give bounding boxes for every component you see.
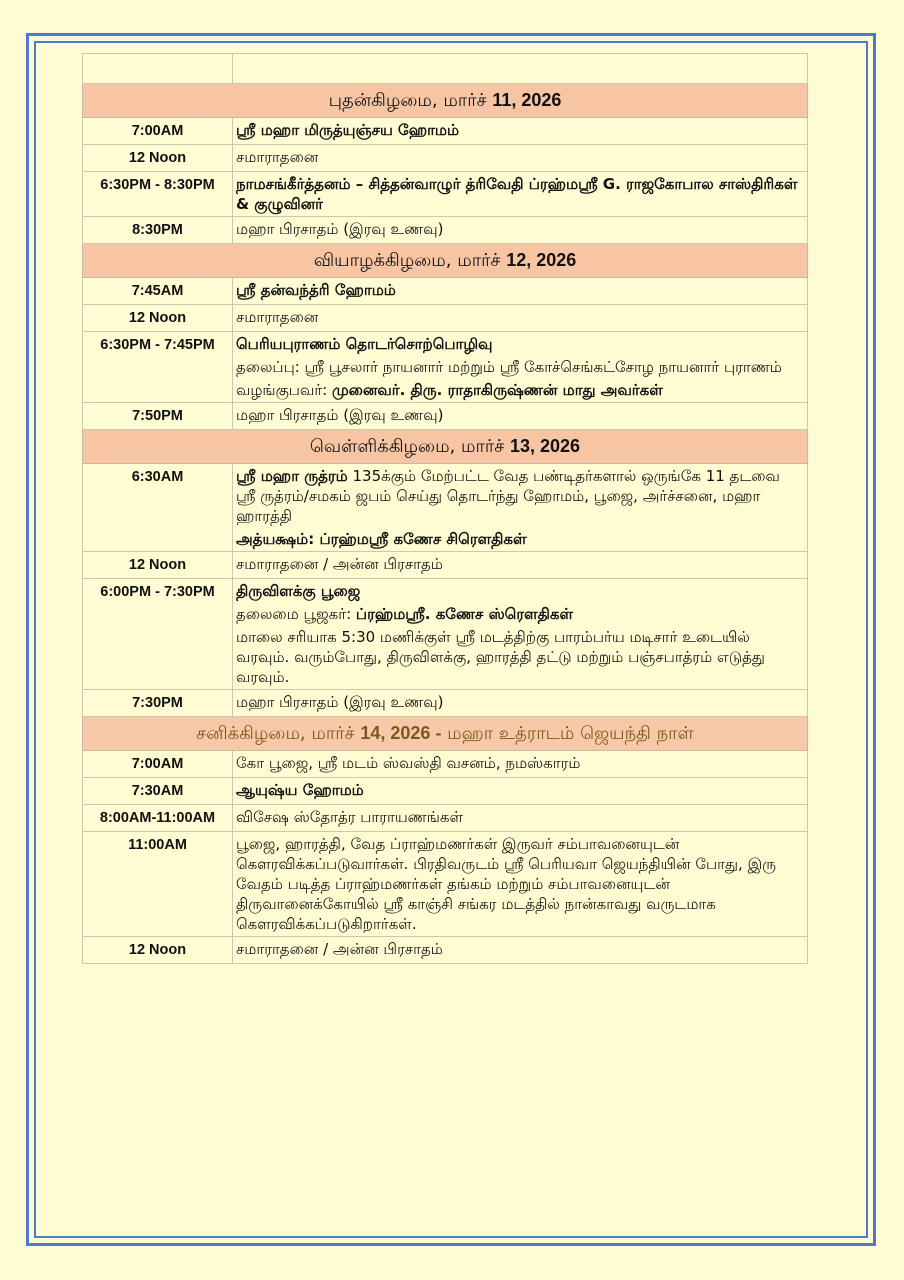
event-row	[83, 332, 808, 403]
event-row	[83, 464, 808, 552]
event-line	[236, 405, 804, 425]
event-row	[83, 805, 808, 832]
event-bold-text: நாமசங்கீர்த்தனம் – சித்தன்வாழுர் த்ரிவேதி ப்ரஹ்மஸ்ரீ G. ராஜகோபால சாஸ்திரிகள் & குழுவினர்	[236, 175, 798, 213]
event-description	[233, 690, 808, 717]
event-line	[236, 753, 804, 773]
event-bold-text: முனைவர். திரு. ராதாகிருஷ்ணன் மாது அவர்கள்	[331, 381, 663, 399]
event-row	[83, 579, 808, 690]
event-row	[83, 552, 808, 579]
day-header-cell	[83, 430, 808, 464]
event-row	[83, 690, 808, 717]
day-date: 13, 2026	[510, 436, 581, 456]
day-header-row	[83, 84, 808, 118]
event-text: மஹா பிரசாதம் (இரவு உணவு)	[236, 406, 444, 424]
event-description	[233, 832, 808, 937]
event-line	[236, 219, 804, 239]
day-header-cell	[83, 84, 808, 118]
day-date: 12, 2026	[506, 250, 577, 270]
event-description	[233, 145, 808, 172]
event-label: வழங்குபவர்:	[236, 381, 332, 399]
event-row	[83, 305, 808, 332]
day-name: புதன்கிழமை, மார்ச்	[328, 90, 487, 111]
event-text: மஹா பிரசாதம் (இரவு உணவு)	[236, 220, 444, 238]
event-description	[233, 579, 808, 690]
event-text: தலைப்பு: ஸ்ரீ பூசலார் நாயனார் மற்றும் ஸ்ரீ கோச்செங்கட்சோழ நாயனார் புராணம்	[236, 358, 782, 376]
event-row	[83, 751, 808, 778]
day-header-cell	[83, 717, 808, 751]
event-row	[83, 937, 808, 964]
event-description	[233, 805, 808, 832]
event-time: 11:00AM	[83, 832, 233, 937]
event-line	[236, 554, 804, 574]
event-line	[236, 120, 804, 140]
event-time: 12 Noon	[83, 305, 233, 332]
day-date: 11, 2026	[492, 90, 562, 110]
empty-header-row	[83, 54, 808, 84]
event-description	[233, 332, 808, 403]
event-line	[236, 280, 804, 300]
event-description	[233, 305, 808, 332]
event-text: சமாராதனை / அன்ன பிரசாதம்	[236, 555, 443, 573]
event-description	[233, 278, 808, 305]
event-line	[236, 604, 804, 624]
event-description	[233, 937, 808, 964]
event-row	[83, 217, 808, 244]
event-line	[236, 466, 804, 526]
empty-cell	[83, 54, 233, 84]
event-bold-text: ஸ்ரீ மஹா மிருத்யுஞ்சய ஹோமம்	[236, 121, 460, 139]
event-line	[236, 627, 804, 687]
event-bold-text: ஸ்ரீ தன்வந்த்ரி ஹோமம்	[236, 281, 396, 299]
event-description	[233, 464, 808, 552]
event-time: 7:30PM	[83, 690, 233, 717]
event-time: 12 Noon	[83, 145, 233, 172]
event-line	[236, 174, 804, 214]
event-line	[236, 147, 804, 167]
event-time: 6:30PM - 7:45PM	[83, 332, 233, 403]
event-text: பூஜை, ஹாரத்தி, வேத ப்ராஹ்மணர்கள் இருவர் சம்பாவனையுடன் கௌரவிக்கப்படுவார்கள். பிரதிவருடம் ஸ்ரீ பெரியவா ஜெயந்தியின் போது, இரு வேதம் படித்த ப்ராஹ்மணர்கள் தங்கம் மற்றும் சம்பாவனையுடன் திருவானைக்கோயில் ஸ்ரீ காஞ்சி சங்கர மடத்தில் நான்காவது வருடமாக கௌரவிக்கப்படுகிறார்கள்.	[236, 835, 777, 933]
day-name: வியாழக்கிழமை, மார்ச்	[313, 250, 501, 271]
event-description	[233, 217, 808, 244]
event-text: மஹா பிரசாதம் (இரவு உணவு)	[236, 693, 444, 711]
event-line	[236, 939, 804, 959]
event-bold-text: ஸ்ரீ மஹா ருத்ரம்	[236, 467, 348, 485]
event-description	[233, 778, 808, 805]
event-text: மாலை சரியாக 5:30 மணிக்குள் ஸ்ரீ மடத்திற்கு பாரம்பர்ய மடிசார் உடையில் வரவும். வரும்போது, திருவிளக்கு, ஹாரத்தி தட்டு மற்றும் பஞ்சபாத்ரம் எடுத்து வரவும்.	[236, 628, 765, 686]
event-bold-text: அத்யக்ஷம்: ப்ரஹ்மஸ்ரீ கணேச சிரௌதிகள்	[236, 530, 527, 548]
event-description	[233, 118, 808, 145]
event-text: சமாராதனை	[236, 148, 319, 166]
event-line	[236, 807, 804, 827]
event-time: 7:00AM	[83, 118, 233, 145]
event-row	[83, 832, 808, 937]
event-description	[233, 403, 808, 430]
event-bold-text: ப்ரஹ்மஸ்ரீ. கணேச ஸ்ரௌதிகள்	[355, 605, 574, 623]
event-row	[83, 778, 808, 805]
event-row	[83, 118, 808, 145]
event-row	[83, 278, 808, 305]
event-line	[236, 780, 804, 800]
event-row	[83, 145, 808, 172]
event-line	[236, 834, 804, 934]
event-time: 7:50PM	[83, 403, 233, 430]
day-name: சனிக்கிழமை, மார்ச்	[196, 723, 355, 744]
day-header-row	[83, 717, 808, 751]
event-time: 12 Noon	[83, 937, 233, 964]
event-line	[236, 307, 804, 327]
event-text: கோ பூஜை, ஸ்ரீ மடம் ஸ்வஸ்தி வசனம், நமஸ்காரம்	[236, 754, 581, 772]
day-date: 14, 2026 -	[360, 723, 442, 743]
event-time: 7:30AM	[83, 778, 233, 805]
event-bold-text: திருவிளக்கு பூஜை	[236, 582, 361, 600]
event-time: 8:00AM-11:00AM	[83, 805, 233, 832]
day-occasion: மஹா உத்ராடம் ஜெயந்தி நாள்	[447, 723, 694, 744]
event-time: 7:45AM	[83, 278, 233, 305]
event-time: 7:00AM	[83, 751, 233, 778]
event-description	[233, 172, 808, 217]
event-time: 6:30AM	[83, 464, 233, 552]
event-time: 8:30PM	[83, 217, 233, 244]
day-header-cell	[83, 244, 808, 278]
day-header-row	[83, 244, 808, 278]
day-header-row	[83, 430, 808, 464]
event-bold-text: பெரியபுராணம் தொடர்சொற்பொழிவு	[236, 335, 493, 353]
event-text: விசேஷ ஸ்தோத்ர பாராயணங்கள்	[236, 808, 464, 826]
event-time: 12 Noon	[83, 552, 233, 579]
event-description	[233, 751, 808, 778]
event-row	[83, 403, 808, 430]
event-line	[236, 334, 804, 354]
event-label: தலைமை பூஜகர்:	[236, 605, 356, 623]
event-row	[83, 172, 808, 217]
schedule-table	[82, 53, 808, 964]
event-description	[233, 552, 808, 579]
event-line	[236, 380, 804, 400]
event-text: சமாராதனை	[236, 308, 319, 326]
event-text: 135க்கும் மேற்பட்ட வேத பண்டிதர்களால் ஒருங்கே 11 தடவை ஸ்ரீ ருத்ரம்/சமகம் ஜபம் செய்து தொடர்ந்து ஹோமம், பூஜை, அர்ச்சனை, மஹா ஹாரத்தி	[236, 467, 780, 525]
event-line	[236, 581, 804, 601]
event-text: சமாராதனை / அன்ன பிரசாதம்	[236, 940, 443, 958]
day-name: வெள்ளிக்கிழமை, மார்ச்	[309, 436, 505, 457]
event-line	[236, 529, 804, 549]
empty-cell	[233, 54, 808, 84]
event-line	[236, 692, 804, 712]
event-bold-text: ஆயுஷ்ய ஹோமம்	[236, 781, 364, 799]
event-line	[236, 357, 804, 377]
event-time: 6:00PM - 7:30PM	[83, 579, 233, 690]
event-time: 6:30PM - 8:30PM	[83, 172, 233, 217]
